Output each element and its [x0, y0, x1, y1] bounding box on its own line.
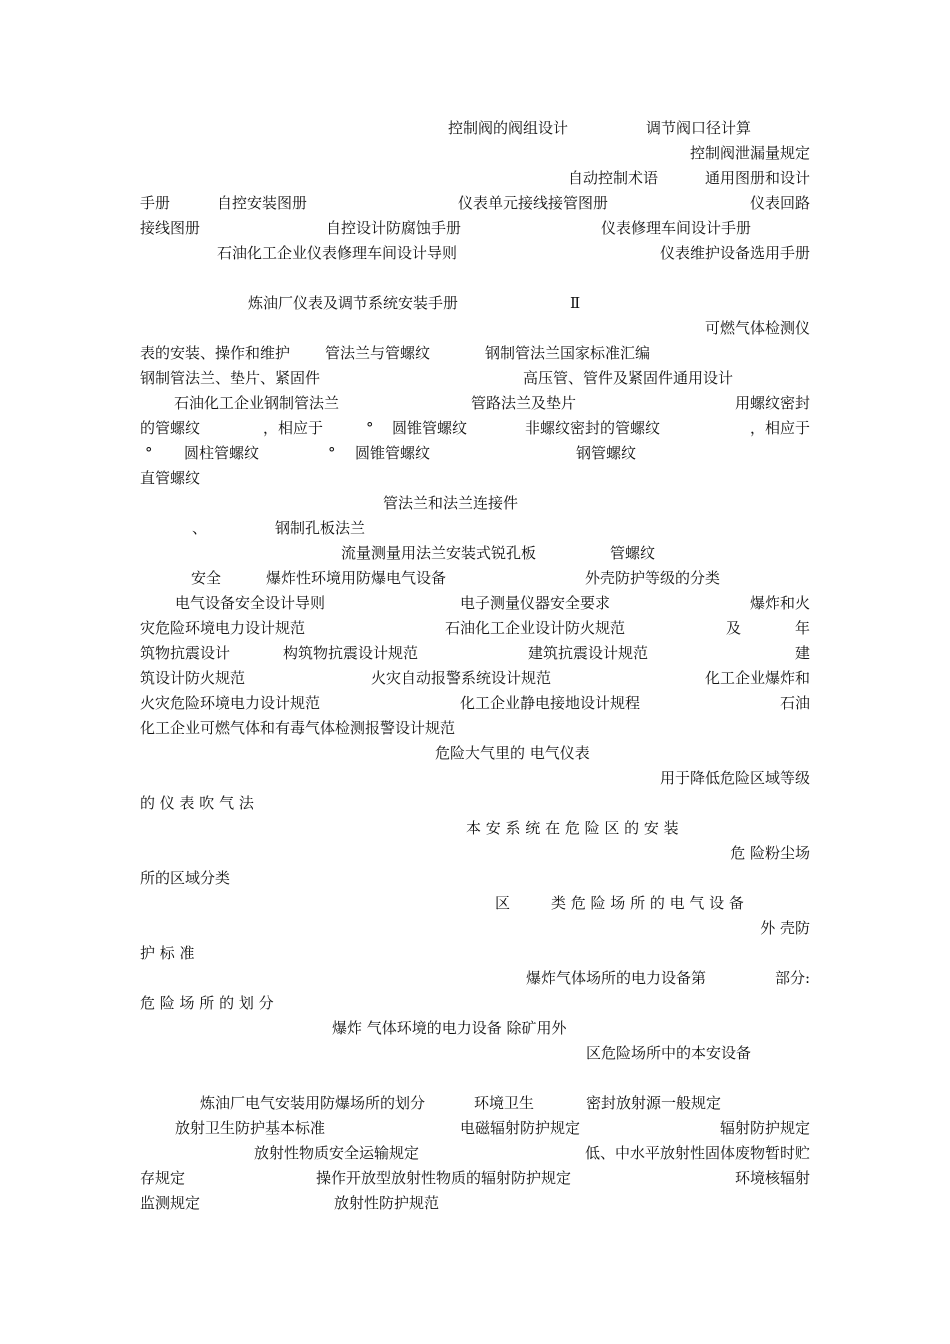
text-segment: Ⅱ — [570, 294, 581, 312]
text-segment: 化工企业爆炸和 — [704, 669, 810, 687]
text-segment: 圆锥管螺纹 — [355, 444, 431, 462]
text-line — [140, 1141, 810, 1166]
text-line — [140, 691, 810, 716]
text-segment: ，相应于 — [263, 419, 324, 437]
text-segment: 爆炸 气体环境的电力设备 除矿用外 — [332, 1019, 567, 1037]
text-segment: 通用图册和设计 — [704, 169, 810, 187]
text-segment: 石油 — [779, 694, 810, 712]
text-segment: ，相应于 — [749, 419, 810, 437]
text-line — [140, 166, 810, 191]
text-segment: 钢制管法兰、垫片、紧固件 — [140, 369, 321, 387]
text-segment: 自控安装图册 — [217, 194, 308, 212]
text-segment: 低、中水平放射性固体废物暂时贮 — [584, 1144, 810, 1162]
text-segment: 环境卫生 — [474, 1094, 535, 1112]
text-segment: 化工企业静电接地设计规程 — [460, 694, 641, 712]
text-segment: 仪表修理车间设计手册 — [601, 219, 752, 237]
text-segment: 炼油厂电气安装用防爆场所的划分 — [200, 1094, 426, 1112]
text-segment: 炼油厂仪表及调节系统安装手册 — [248, 294, 459, 312]
text-segment: 筑物抗震设计 — [140, 644, 231, 662]
text-segment: 管法兰和法兰连接件 — [383, 494, 519, 512]
text-segment: 的 仪 表 吹 气 法 — [140, 794, 254, 812]
text-line — [140, 1041, 810, 1066]
text-line — [140, 291, 810, 316]
text-segment: ° — [328, 444, 336, 462]
text-segment: 部分: — [774, 969, 810, 987]
text-segment: 直管螺纹 — [140, 469, 201, 487]
text-segment: 非螺纹密封的管螺纹 — [525, 419, 661, 437]
text-line — [140, 1091, 810, 1116]
text-line — [140, 1116, 810, 1141]
text-line — [140, 991, 810, 1016]
text-segment: 环境核辐射 — [734, 1169, 810, 1187]
text-line — [140, 841, 810, 866]
text-segment: 仪表回路 — [749, 194, 810, 212]
text-segment: 自动控制术语 — [568, 169, 659, 187]
text-segment: 区 — [495, 894, 511, 912]
text-line — [140, 441, 810, 466]
text-segment: 放射卫生防护基本标准 — [175, 1119, 326, 1137]
text-segment: 筑设计防火规范 — [140, 669, 246, 687]
text-segment: 外壳防护等级的分类 — [585, 569, 721, 587]
text-line — [140, 1191, 810, 1216]
text-segment: 石油化工企业钢制管法兰 — [174, 394, 340, 412]
text-line — [140, 666, 810, 691]
text-segment: 危 险粉尘场 — [730, 844, 810, 862]
text-line — [140, 791, 810, 816]
text-segment: 外 壳防 — [760, 919, 810, 937]
text-segment: 所的区域分类 — [140, 869, 231, 887]
text-line — [140, 916, 810, 941]
text-line — [140, 591, 810, 616]
text-segment: 电气设备安全设计导则 — [175, 594, 326, 612]
text-segment: 爆炸性环境用防爆电气设备 — [266, 569, 447, 587]
text-segment: 建筑抗震设计规范 — [528, 644, 649, 662]
text-line — [140, 466, 810, 491]
text-segment: 钢制管法兰国家标准汇编 — [485, 344, 651, 362]
text-line — [140, 391, 810, 416]
text-segment: 放射性物质安全运输规定 — [254, 1144, 420, 1162]
text-segment: 爆炸和火 — [749, 594, 810, 612]
text-segment: 仪表维护设备选用手册 — [659, 244, 810, 262]
text-segment: 密封放射源一般规定 — [586, 1094, 722, 1112]
text-segment: 管法兰与管螺纹 — [325, 344, 431, 362]
text-line — [140, 866, 810, 891]
text-segment: 钢管螺纹 — [576, 444, 637, 462]
text-segment: 圆锥管螺纹 — [392, 419, 468, 437]
text-segment: 调节阀口径计算 — [646, 119, 752, 137]
text-segment: ° — [366, 419, 374, 437]
text-segment: 危险大气里的 电气仪表 — [435, 744, 590, 762]
text-segment: 管路法兰及垫片 — [471, 394, 577, 412]
text-segment: 灾危险环境电力设计规范 — [140, 619, 306, 637]
text-segment: 监测规定 — [140, 1194, 201, 1212]
text-segment: 及 — [726, 619, 742, 637]
text-segment: 放射性防护规范 — [334, 1194, 440, 1212]
text-line — [140, 716, 810, 741]
text-line — [140, 891, 810, 916]
text-segment: 爆炸气体场所的电力设备第 — [526, 969, 707, 987]
text-segment: 年 — [794, 619, 810, 637]
text-line — [140, 1016, 810, 1041]
text-segment: 石油化工企业仪表修理车间设计导则 — [217, 244, 458, 262]
text-segment: 圆柱管螺纹 — [184, 444, 260, 462]
text-segment: 化工企业可燃气体和有毒气体检测报警设计规范 — [140, 719, 456, 737]
text-segment: 的管螺纹 — [140, 419, 201, 437]
text-segment: 操作开放型放射性物质的辐射防护规定 — [316, 1169, 572, 1187]
text-line — [140, 966, 810, 991]
text-line — [140, 566, 810, 591]
text-line — [140, 941, 810, 966]
text-segment: 流量测量用法兰安装式锐孔板 — [341, 544, 537, 562]
text-line — [140, 366, 810, 391]
text-line — [140, 191, 810, 216]
text-segment: 用螺纹密封 — [734, 394, 810, 412]
text-line — [140, 241, 810, 266]
text-segment: 控制阀泄漏量规定 — [689, 144, 810, 162]
text-line — [140, 316, 810, 341]
text-segment: 存规定 — [140, 1169, 186, 1187]
text-segment: 护 标 准 — [140, 944, 195, 962]
text-line — [140, 141, 810, 166]
text-line — [140, 616, 810, 641]
text-segment: 构筑物抗震设计规范 — [283, 644, 419, 662]
text-segment: 高压管、管件及紧固件通用设计 — [523, 369, 734, 387]
text-line — [140, 741, 810, 766]
text-segment: ° — [145, 444, 153, 462]
text-segment: 管螺纹 — [610, 544, 656, 562]
text-segment: 区危险场所中的本安设备 — [586, 1044, 752, 1062]
text-segment: 仪表单元接线接管图册 — [458, 194, 609, 212]
text-segment: 控制阀的阀组设计 — [448, 119, 569, 137]
text-segment: 火灾危险环境电力设计规范 — [140, 694, 321, 712]
text-line — [140, 766, 810, 791]
text-segment: 自控设计防腐蚀手册 — [326, 219, 462, 237]
text-segment: 安全 — [191, 569, 222, 587]
text-segment: 本 安 系 统 在 危 险 区 的 安 装 — [466, 819, 679, 837]
text-line — [140, 516, 810, 541]
text-segment: 用于降低危险区域等级 — [659, 769, 810, 787]
text-line — [140, 541, 810, 566]
text-segment: 建 — [794, 644, 810, 662]
text-segment: 类 危 险 场 所 的 电 气 设 备 — [551, 894, 744, 912]
text-segment: 火灾自动报警系统设计规范 — [371, 669, 552, 687]
text-line — [140, 816, 810, 841]
text-line — [140, 641, 810, 666]
text-segment: 电子测量仪器安全要求 — [460, 594, 611, 612]
text-line — [140, 216, 810, 241]
text-segment: 、 — [192, 519, 208, 537]
text-segment: 接线图册 — [140, 219, 201, 237]
text-line — [140, 416, 810, 441]
text-segment: 危 险 场 所 的 划 分 — [140, 994, 274, 1012]
text-line — [140, 341, 810, 366]
text-segment: 可燃气体检测仪 — [704, 319, 810, 337]
text-segment: 表的安装、操作和维护 — [140, 344, 291, 362]
text-segment: 石油化工企业设计防火规范 — [445, 619, 626, 637]
text-line — [140, 1166, 810, 1191]
text-line — [140, 491, 810, 516]
text-line — [140, 116, 810, 141]
text-segment: 电磁辐射防护规定 — [460, 1119, 581, 1137]
text-segment: 钢制孔板法兰 — [275, 519, 366, 537]
text-segment: 手册 — [140, 194, 171, 212]
text-segment: 辐射防护规定 — [719, 1119, 810, 1137]
